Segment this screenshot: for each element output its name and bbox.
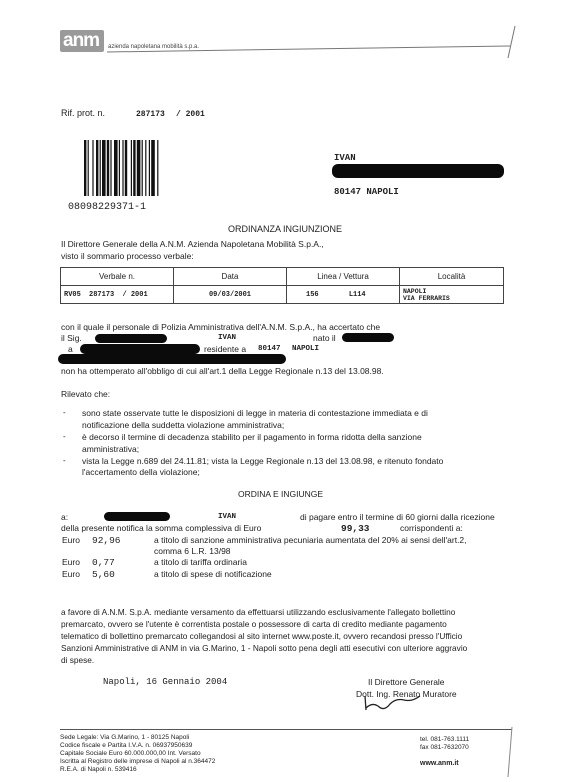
barcode-bar bbox=[142, 140, 143, 196]
footer-line-2: Codice fiscale e Partita I.V.A. n. 06937950639 bbox=[60, 742, 193, 749]
footer-line-5: R.E.A. di Napoli n. 539416 bbox=[60, 766, 137, 773]
redacted-surname bbox=[104, 512, 170, 521]
rilevato-heading: Rilevato che: bbox=[61, 389, 111, 399]
barcode-bar bbox=[107, 140, 109, 196]
item-desc: a titolo di tariffa ordinaria bbox=[154, 557, 247, 567]
payment-line-1: a favore di A.N.M. S.p.A. mediante versamento da effettuarsi utilizzando esclusivamente l'allegato bollettino bbox=[61, 607, 456, 617]
ordina-pay-text: di pagare entro il termine di 60 giorni dalla ricezione bbox=[300, 512, 495, 522]
rilevato-item-1-line-2: notificazione della suddetta violazione amministrativa; bbox=[82, 420, 285, 430]
protocol-label: Rif. prot. n. bbox=[61, 108, 106, 118]
ordina-heading: ORDINA E INGIUNGE bbox=[238, 489, 324, 499]
header-localita: Località bbox=[400, 268, 504, 286]
accertamento-line: con il quale il personale di Polizia Amministrativa dell'A.N.M. S.p.A., ha accertato che bbox=[61, 322, 381, 332]
localita-line-1: NAPOLI bbox=[403, 287, 427, 295]
rilevato-item-3-line-2: l'accertamento della violazione; bbox=[82, 467, 200, 477]
intro-line-2: visto il sommario processo verbale: bbox=[61, 251, 194, 261]
barcode-bar bbox=[96, 140, 98, 196]
verbale-number: 287173 bbox=[89, 290, 115, 299]
cell-verbale bbox=[61, 286, 174, 304]
place-date: Napoli, 16 Gennaio 2004 bbox=[103, 677, 228, 687]
barcode-bar bbox=[92, 140, 93, 196]
payment-line-4: Sanzioni Amministrative di ANM in via G.Marino, 1 - Napoli sotto pena degli atti esecutivi con ulteriore aggravio bbox=[61, 643, 468, 653]
sig-label: il Sig. bbox=[61, 333, 82, 343]
item-currency: Euro bbox=[62, 557, 80, 567]
sig-name: IVAN bbox=[218, 334, 237, 342]
barcode-bar bbox=[149, 140, 150, 196]
redacted-surname bbox=[95, 334, 167, 343]
ordina-a-label: a: bbox=[61, 512, 69, 522]
payment-line-3: telematico di bollettino premarcato collegandosi al sito internet www.poste.it, ovvero recandosi presso l'Ufficio bbox=[61, 631, 463, 641]
verbale-year: / 2001 bbox=[122, 290, 148, 299]
rilevato-item-3-line-1: vista la Legge n.689 del 24.11.81; vista la Legge Regionale n.13 del 13.08.98, e ritenuto fondato bbox=[82, 456, 444, 466]
table-header-row bbox=[61, 268, 504, 286]
barcode-bar bbox=[137, 140, 141, 196]
vettura-value: L114 bbox=[348, 290, 366, 299]
header-linea-vettura: Linea / Vettura bbox=[287, 268, 400, 286]
footer-right-rule bbox=[500, 725, 520, 780]
ordina-name: IVAN bbox=[218, 513, 237, 521]
barcode-bar bbox=[131, 140, 132, 196]
barcode-bar bbox=[133, 140, 135, 196]
redacted-block bbox=[332, 164, 504, 178]
item-amount: 92,96 bbox=[92, 535, 121, 546]
protocol-number: 287173 bbox=[136, 110, 165, 119]
residente-label: residente a bbox=[204, 344, 247, 354]
header-verbale: Verbale n. bbox=[61, 268, 174, 286]
payment-line-5: di spese. bbox=[61, 655, 95, 665]
document-title: ORDINANZA INGIUNZIONE bbox=[228, 224, 343, 234]
item-desc: a titolo di spese di notificazione bbox=[154, 569, 272, 579]
footer-line-3: Capitale Sociale Euro 60.000.000,00 Int. Versato bbox=[60, 750, 201, 757]
intro-line-1: Il Direttore Generale della A.N.M. Azienda Napoletana Mobilità S.p.A., bbox=[61, 239, 324, 249]
verbale-code: RV05 bbox=[64, 290, 81, 299]
rilevato-item-2-line-2: amministrativa; bbox=[82, 444, 140, 454]
barcode-bar bbox=[157, 140, 158, 196]
barcode-bar bbox=[102, 140, 106, 196]
item-currency: Euro bbox=[62, 535, 80, 545]
footer-divider bbox=[60, 729, 512, 730]
footer-line-1: Sede Legale: Via G.Marino, 1 - 80125 Napoli bbox=[60, 734, 190, 741]
total-amount: 99,33 bbox=[341, 523, 370, 534]
barcode-image bbox=[84, 140, 184, 196]
barcode-bar bbox=[100, 140, 101, 196]
footer-tel: tel. 081-763.1111 bbox=[420, 736, 470, 743]
redacted-address bbox=[58, 354, 286, 364]
barcode-bar bbox=[119, 140, 120, 196]
barcode-bar bbox=[88, 140, 89, 196]
item-currency: Euro bbox=[62, 569, 80, 579]
cell-linea bbox=[287, 286, 400, 304]
addressee-name: IVAN bbox=[334, 153, 356, 163]
footer-website: www.anm.it bbox=[420, 760, 459, 767]
ordina-line-2: della presente notifica la somma complessiva di Euro bbox=[61, 523, 262, 533]
item-desc-2: comma 6 L.R. 13/98 bbox=[154, 546, 231, 556]
rilevato-item-1-line-1: sono state osservate tutte le disposizioni di legge in materia di contestazione immediata e di bbox=[82, 408, 428, 418]
signature-image bbox=[360, 692, 430, 716]
barcode-number: 08098229371-1 bbox=[68, 202, 147, 213]
barcode-bar bbox=[145, 140, 146, 196]
nato-label: nato il bbox=[313, 333, 336, 343]
barcode-bar bbox=[122, 140, 123, 196]
verbale-table bbox=[60, 267, 504, 304]
linea-value: 156 bbox=[306, 290, 319, 299]
footer-fax: fax 081-7632070 bbox=[420, 744, 469, 751]
payment-line-2: premarcato, ovvero se l'utente è correntista postale o possessore di carta di credito mediante pagamento bbox=[61, 619, 447, 629]
anm-logo-text: anm bbox=[63, 30, 100, 51]
bullet: - bbox=[63, 456, 66, 465]
company-name: azienda napoletana mobilità s.p.a. bbox=[108, 44, 200, 50]
header-rule bbox=[0, 0, 566, 80]
table-row bbox=[61, 286, 504, 304]
barcode-bar bbox=[114, 140, 118, 196]
barcode-bar bbox=[125, 140, 127, 196]
header-data: Data bbox=[174, 268, 287, 286]
bullet: - bbox=[63, 432, 66, 441]
localita-line-2: VIA FERRARIS bbox=[403, 294, 450, 302]
cell-date: 09/03/2001 bbox=[174, 286, 287, 304]
barcode-bar bbox=[110, 140, 111, 196]
protocol-year: / 2001 bbox=[176, 110, 205, 119]
violation-line: non ha ottemperato all'obbligo di cui all'art.1 della Legge Regionale n.13 del 13.08.98. bbox=[61, 366, 384, 376]
rilevato-item-2-line-1: è decorso il termine di decadenza stabilito per il pagamento in forma ridotta della sanzione bbox=[82, 432, 422, 442]
item-amount: 5,60 bbox=[92, 569, 115, 580]
residence-city: NAPOLI bbox=[292, 345, 320, 353]
cell-localita bbox=[400, 286, 504, 304]
bullet: - bbox=[63, 408, 66, 417]
item-desc: a titolo di sanzione amministrativa pecuniaria aumentata del 20% ai sensi dell'art.2, bbox=[154, 535, 467, 545]
barcode-bar bbox=[84, 140, 86, 196]
barcode-bar bbox=[151, 140, 155, 196]
a-label: a bbox=[68, 344, 73, 354]
item-amount: 0,77 bbox=[92, 557, 115, 568]
redacted-birthdate bbox=[342, 333, 394, 342]
redacted-birthplace bbox=[80, 344, 200, 354]
addressee-city: 80147 NAPOLI bbox=[334, 187, 399, 197]
signer-title: Il Direttore Generale bbox=[368, 677, 445, 687]
residence-cap: 80147 bbox=[258, 345, 281, 353]
footer-line-4: Iscritta al Registro delle imprese di Napoli al n.364472 bbox=[60, 758, 216, 765]
corrispondenti-label: corrispondenti a: bbox=[400, 523, 463, 533]
signer-name: Dott. Ing. Renato Muratore bbox=[356, 689, 457, 699]
